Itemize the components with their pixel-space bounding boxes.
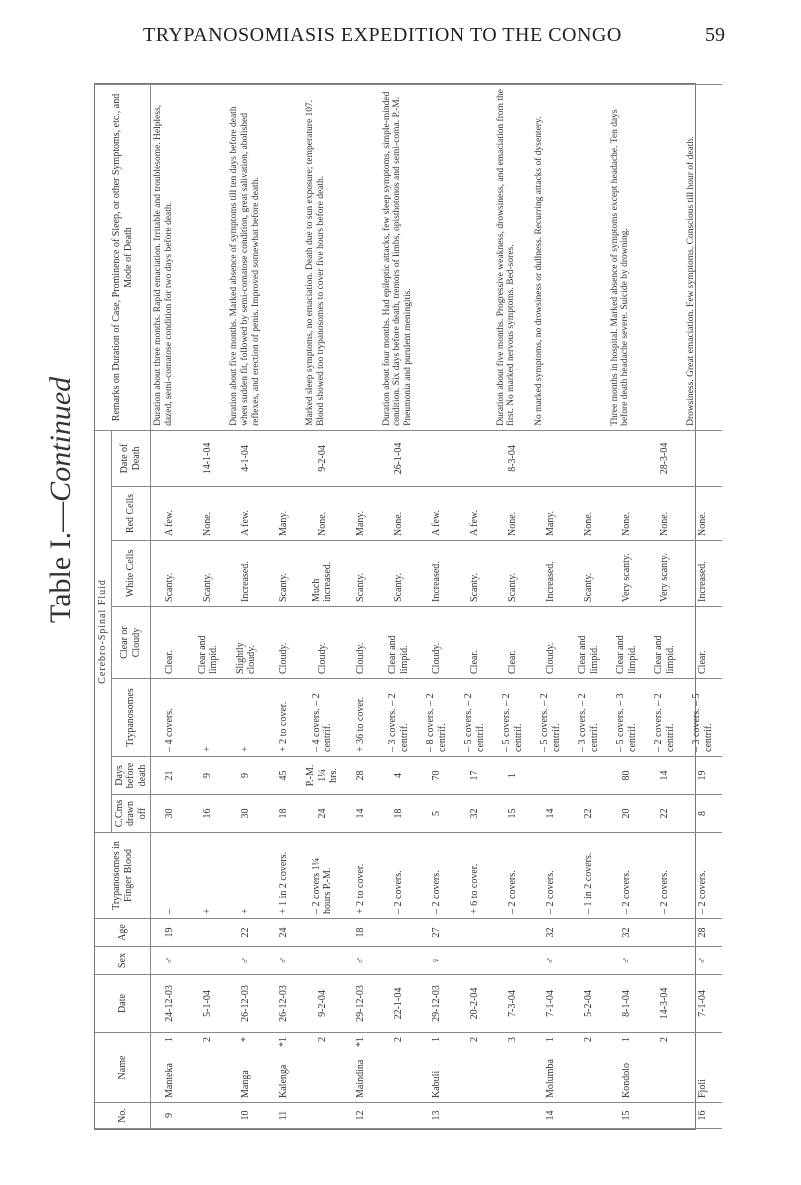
cell-age — [189, 919, 227, 947]
cell-ccms: 14 — [342, 795, 380, 833]
cell-name — [151, 1033, 190, 1103]
cell-date-of-death — [570, 430, 608, 486]
cell-days: 80 — [608, 757, 646, 795]
cell-no: 14 — [532, 1103, 570, 1129]
cell-date: 29-12-03 — [342, 975, 380, 1033]
cell-date: 22-1-04 — [380, 975, 418, 1033]
table-row — [151, 85, 190, 1129]
cell-red-cells: A few. — [456, 487, 494, 541]
cell-ccms: 30 — [151, 795, 190, 833]
cell-age: 22 — [227, 919, 265, 947]
cell-sex — [494, 947, 532, 975]
cell-sex: ♂ — [532, 947, 570, 975]
cell-no: 9 — [151, 1103, 190, 1129]
table-row — [456, 85, 494, 1129]
cell-white-cells: Scanty. — [570, 541, 608, 607]
sample-mark: 2 — [316, 1037, 328, 1042]
cell-days: 45 — [265, 757, 303, 795]
sample-mark: 2 — [468, 1037, 480, 1042]
cell-days — [570, 757, 608, 795]
cell-ccms: 8 — [684, 795, 722, 833]
cell-clear-cloudy: Clear. — [494, 607, 532, 679]
table-row — [570, 85, 608, 1129]
cell-trypanosomes: – 8 covers. – 2 centrif. — [418, 679, 456, 757]
cell-red-cells: None. — [380, 487, 418, 541]
col-finger-blood: Trypanosomes in Finger Blood — [95, 833, 151, 919]
table-row — [418, 85, 456, 1129]
cell-red-cells: None. — [494, 487, 532, 541]
cell-sex: ♂ — [227, 947, 265, 975]
cell-ccms: 15 — [494, 795, 532, 833]
cell-no: 10 — [227, 1103, 265, 1129]
cell-white-cells: Increased. — [227, 541, 265, 607]
cell-days: 19 — [684, 757, 722, 795]
cell-name — [456, 1033, 494, 1103]
cell-ccms: 32 — [456, 795, 494, 833]
cell-white-cells: Scanty. — [265, 541, 303, 607]
cell-trypanosomes: – 5 covers. – 2 centrif. — [532, 679, 570, 757]
cell-red-cells: A few. — [418, 487, 456, 541]
cell-finger-blood: + 6 to cover. — [456, 833, 494, 919]
cell-sex: ♂ — [342, 947, 380, 975]
cell-trypanosomes: – 3 covers. – 5 centrif. — [684, 679, 722, 757]
data-table-frame — [94, 83, 714, 1130]
cell-red-cells: None. — [570, 487, 608, 541]
cell-date-of-death — [456, 430, 494, 486]
cell-days — [532, 757, 570, 795]
cell-name — [570, 1033, 608, 1103]
table-row — [380, 85, 418, 1129]
cell-clear-cloudy: Clear and limpid. — [646, 607, 684, 679]
cell-remarks — [189, 85, 227, 431]
cell-white-cells: Scanty. — [380, 541, 418, 607]
sample-mark: 2 — [582, 1037, 594, 1042]
cell-trypanosomes: – 5 covers. – 2 centrif. — [456, 679, 494, 757]
cell-ccms: 24 — [303, 795, 342, 833]
cell-sex: ♂ — [265, 947, 303, 975]
cell-red-cells: Many. — [265, 487, 303, 541]
cell-trypanosomes: – 4 covers. — [151, 679, 190, 757]
cell-finger-blood: – 2 covers. — [380, 833, 418, 919]
cell-age: 32 — [532, 919, 570, 947]
page-number: 59 — [705, 24, 725, 46]
cell-days: P.-M. 1¼ hrs. — [303, 757, 342, 795]
cell-remarks — [456, 85, 494, 431]
table-row — [684, 85, 722, 1129]
cell-clear-cloudy: Clear. — [456, 607, 494, 679]
cell-red-cells: Many. — [342, 487, 380, 541]
cell-date-of-death — [265, 430, 303, 486]
cell-sex: ♂ — [684, 947, 722, 975]
cell-name — [646, 1033, 684, 1103]
cell-ccms: 30 — [227, 795, 265, 833]
cell-remarks: No marked symptoms, no drowsiness or dullness. Recurring attacks of dysentery. — [532, 85, 570, 431]
table-row — [265, 85, 303, 1129]
cell-sex — [303, 947, 342, 975]
patient-name: Manteka — [164, 1063, 176, 1098]
cell-clear-cloudy: Clear and limpid. — [570, 607, 608, 679]
cell-age: 18 — [342, 919, 380, 947]
cell-date-of-death — [418, 430, 456, 486]
cell-date-of-death: 14-1-04 — [189, 430, 227, 486]
cell-date-of-death — [532, 430, 570, 486]
cell-red-cells: Many. — [532, 487, 570, 541]
cell-date-of-death: 9-2-04 — [303, 430, 342, 486]
sample-mark: 1 — [544, 1037, 556, 1042]
cell-remarks: Duration about five months. Marked absence of symptoms till ten days before death when sudden fit, followed by semi-comatose condition, great salivation, abolished reflexes, and erection of penis. Improved somewhat before death. — [227, 85, 265, 431]
cell-age: 27 — [418, 919, 456, 947]
cell-trypanosomes: – 4 covers. – 2 centrif. — [303, 679, 342, 757]
cell-remarks: Drowsiness. Great emaciation. Few symptoms. Conscious till hour of death. — [684, 85, 722, 431]
sample-mark: 1 — [430, 1037, 442, 1042]
cell-no — [189, 1103, 227, 1129]
col-trypanosomes: Trypanosomes — [111, 679, 151, 757]
patient-name: Kabuli — [430, 1070, 442, 1098]
cell-date: 7-1-04 — [532, 975, 570, 1033]
cell-age — [380, 919, 418, 947]
patient-name: Kondolo — [620, 1063, 632, 1098]
cell-no — [303, 1103, 342, 1129]
cell-age — [646, 919, 684, 947]
cell-days: 1 — [494, 757, 532, 795]
cell-clear-cloudy: Clear. — [684, 607, 722, 679]
cell-date-of-death — [342, 430, 380, 486]
cell-trypanosomes: + 2 to cover. — [265, 679, 303, 757]
cell-remarks: Duration about five months. Progressive weakness, drowsiness, and emaciation from the first. No marked nervous symptoms. Bed-sores. — [494, 85, 532, 431]
cell-red-cells: None. — [646, 487, 684, 541]
cell-date-of-death — [151, 430, 190, 486]
cell-age: 19 — [151, 919, 190, 947]
table-row — [532, 85, 570, 1129]
cell-clear-cloudy: Clear and limpid. — [608, 607, 646, 679]
table-row — [494, 85, 532, 1129]
cell-date: 14-3-04 — [646, 975, 684, 1033]
cell-days: 9 — [227, 757, 265, 795]
cell-no: 16 — [684, 1103, 722, 1129]
cell-clear-cloudy: Cloudy. — [418, 607, 456, 679]
cell-name — [303, 1033, 342, 1103]
cell-name — [684, 1033, 722, 1103]
cell-finger-blood: – 2 covers. — [608, 833, 646, 919]
cell-finger-blood: – 2 covers. — [418, 833, 456, 919]
cell-trypanosomes: – 5 covers. – 2 centrif. — [494, 679, 532, 757]
cell-age — [570, 919, 608, 947]
col-ccms: C.Cms drawn off — [111, 795, 151, 833]
sample-mark: *1 — [278, 1037, 290, 1047]
cell-sex: ♂ — [608, 947, 646, 975]
cell-days: 28 — [342, 757, 380, 795]
cell-trypanosomes: – 3 covers. – 2 centrif. — [380, 679, 418, 757]
cell-date: 5-1-04 — [189, 975, 227, 1033]
cell-finger-blood: + — [227, 833, 265, 919]
cell-name — [494, 1033, 532, 1103]
cell-no — [380, 1103, 418, 1129]
table-row — [303, 85, 342, 1129]
cell-trypanosomes: + 36 to cover. — [342, 679, 380, 757]
cell-days: 17 — [456, 757, 494, 795]
cell-white-cells: Scanty. — [151, 541, 190, 607]
cell-date: 26-12-03 — [227, 975, 265, 1033]
cell-white-cells: Scanty. — [456, 541, 494, 607]
cell-white-cells: Increased. — [684, 541, 722, 607]
cell-no — [494, 1103, 532, 1129]
col-group-csf: Cerebro-Spinal Fluid — [95, 430, 111, 832]
cell-finger-blood: + 1 in 2 covers. — [265, 833, 303, 919]
cell-remarks — [265, 85, 303, 431]
cell-ccms: 5 — [418, 795, 456, 833]
cell-sex — [570, 947, 608, 975]
cell-name — [608, 1033, 646, 1103]
cell-name — [418, 1033, 456, 1103]
cell-finger-blood: – 2 covers. — [532, 833, 570, 919]
cell-no: 12 — [342, 1103, 380, 1129]
patient-name: Kalenga — [278, 1064, 290, 1098]
cell-remarks — [418, 85, 456, 431]
col-remarks: Remarks on Duration of Case, Prominence of Sleep, or other Symptoms, etc., and Mode of Death — [95, 85, 151, 431]
cell-age — [456, 919, 494, 947]
sample-mark: 1 — [620, 1037, 632, 1042]
cell-sex: ♀ — [418, 947, 456, 975]
table-row — [227, 85, 265, 1129]
cell-red-cells: A few. — [227, 487, 265, 541]
cell-name — [189, 1033, 227, 1103]
cell-sex: ♂ — [151, 947, 190, 975]
cell-age: 28 — [684, 919, 722, 947]
cell-sex — [646, 947, 684, 975]
cell-name — [380, 1033, 418, 1103]
cell-white-cells: Very scanty. — [646, 541, 684, 607]
cell-clear-cloudy: Clear. — [151, 607, 190, 679]
cell-no — [646, 1103, 684, 1129]
cell-no — [456, 1103, 494, 1129]
patient-name: Manga — [240, 1070, 252, 1098]
cell-remarks: Three months in hospital. Marked absence of symptoms except headache. Ten days before death headache severe. Suicide by drowning. — [608, 85, 646, 431]
cell-age: 24 — [265, 919, 303, 947]
cell-no: 13 — [418, 1103, 456, 1129]
cell-red-cells: None. — [684, 487, 722, 541]
cell-date: 8-1-04 — [608, 975, 646, 1033]
table-row — [189, 85, 227, 1129]
cell-clear-cloudy: Clear and limpid. — [380, 607, 418, 679]
cell-date: 9-2-04 — [303, 975, 342, 1033]
cell-no: 11 — [265, 1103, 303, 1129]
cell-clear-cloudy: Clear and limpid. — [189, 607, 227, 679]
sample-mark: 2 — [202, 1037, 214, 1042]
cell-days: 4 — [380, 757, 418, 795]
cell-remarks: Duration about three months. Rapid emaciation. Irritable and troublesome. Helpless, dazed, semi-comatose condition for two days before death. — [151, 85, 190, 431]
cell-finger-blood: – 2 covers. — [684, 833, 722, 919]
sample-mark: 2 — [658, 1037, 670, 1042]
cell-ccms: 22 — [646, 795, 684, 833]
patient-name: Fjoli — [696, 1079, 708, 1098]
cell-ccms: 14 — [532, 795, 570, 833]
cell-red-cells: None. — [608, 487, 646, 541]
cell-days: 21 — [151, 757, 190, 795]
col-age: Age — [95, 919, 151, 947]
col-clear-cloudy: Clear or Cloudy — [111, 607, 151, 679]
cell-sex — [189, 947, 227, 975]
sample-mark: *1 — [354, 1037, 366, 1047]
cell-clear-cloudy: Cloudy. — [532, 607, 570, 679]
cell-date-of-death: 4-1-04 — [227, 430, 265, 486]
cell-clear-cloudy: Cloudy. — [342, 607, 380, 679]
cell-white-cells: Increased. — [532, 541, 570, 607]
cell-white-cells: Increased. — [418, 541, 456, 607]
cell-trypanosomes: – 3 covers. – 2 centrif. — [570, 679, 608, 757]
cell-sex — [380, 947, 418, 975]
cell-finger-blood: – — [151, 833, 190, 919]
cell-trypanosomes: – 2 covers. – 2 centrif. — [646, 679, 684, 757]
col-sex: Sex — [95, 947, 151, 975]
table-row — [646, 85, 684, 1129]
col-no: No. — [95, 1103, 151, 1129]
sample-mark: 2 — [392, 1037, 404, 1042]
cell-trypanosomes: + — [227, 679, 265, 757]
cell-date: 29-12-03 — [418, 975, 456, 1033]
cell-date-of-death: 26-1-04 — [380, 430, 418, 486]
cell-date: 7-1-04 — [684, 975, 722, 1033]
cell-white-cells: Scanty. — [189, 541, 227, 607]
col-date: Date — [95, 975, 151, 1033]
cell-finger-blood: + — [189, 833, 227, 919]
cell-ccms: 20 — [608, 795, 646, 833]
cell-name — [342, 1033, 380, 1103]
cell-age: 32 — [608, 919, 646, 947]
cell-name — [265, 1033, 303, 1103]
cell-date: 20-2-04 — [456, 975, 494, 1033]
sample-mark: 1 — [164, 1037, 176, 1042]
cell-sex — [456, 947, 494, 975]
col-red-cells: Red Cells — [111, 487, 151, 541]
col-name: Name — [95, 1033, 151, 1103]
cell-remarks — [570, 85, 608, 431]
patient-name: Molumba — [544, 1059, 556, 1098]
cell-date-of-death: 8-3-04 — [494, 430, 532, 486]
cell-white-cells: Much increased. — [303, 541, 342, 607]
rotated-table — [95, 84, 714, 1129]
cell-remarks — [646, 85, 684, 431]
cases-table — [95, 84, 722, 1129]
cell-finger-blood: – 2 covers. — [646, 833, 684, 919]
col-white-cells: White Cells — [111, 541, 151, 607]
cell-red-cells: A few. — [151, 487, 190, 541]
cell-finger-blood: – 1 in 2 covers. — [570, 833, 608, 919]
cell-remarks — [342, 85, 380, 431]
cell-trypanosomes: + — [189, 679, 227, 757]
cell-age — [494, 919, 532, 947]
cell-ccms: 18 — [380, 795, 418, 833]
cell-date-of-death — [608, 430, 646, 486]
cell-clear-cloudy: Cloudy. — [303, 607, 342, 679]
cell-date: 24-12-03 — [151, 975, 190, 1033]
col-days: Days before death — [111, 757, 151, 795]
table-title: Table I.—Continued — [44, 376, 77, 623]
cell-ccms: 18 — [265, 795, 303, 833]
cell-ccms: 22 — [570, 795, 608, 833]
sample-mark: 3 — [506, 1037, 518, 1042]
cell-days: 9 — [189, 757, 227, 795]
sample-mark: * — [240, 1037, 252, 1042]
cell-red-cells: None. — [303, 487, 342, 541]
table-title-main: Table I. — [44, 531, 77, 623]
cell-finger-blood: – 2 covers. — [494, 833, 532, 919]
cell-finger-blood: + 2 to cover. — [342, 833, 380, 919]
cell-clear-cloudy: Slightly cloudy. — [227, 607, 265, 679]
header-row-1 — [95, 85, 111, 1129]
cell-days: 14 — [646, 757, 684, 795]
page-header — [0, 24, 801, 64]
cell-finger-blood: – 2 covers 1¼ hours P.-M. — [303, 833, 342, 919]
cell-date: 7-3-04 — [494, 975, 532, 1033]
cell-no — [570, 1103, 608, 1129]
table-body — [151, 85, 722, 1129]
cell-age — [303, 919, 342, 947]
cell-white-cells: Scanty. — [342, 541, 380, 607]
cell-name — [532, 1033, 570, 1103]
cell-clear-cloudy: Cloudy. — [265, 607, 303, 679]
cell-red-cells: None. — [189, 487, 227, 541]
col-date-of-death: Date of Death — [111, 430, 151, 486]
patient-name: Maindina — [354, 1059, 366, 1098]
table-row — [608, 85, 646, 1129]
cell-no: 15 — [608, 1103, 646, 1129]
cell-date-of-death — [684, 430, 722, 486]
cell-trypanosomes: – 5 covers. – 3 centrif. — [608, 679, 646, 757]
table-title-continued: Continued — [44, 376, 77, 502]
cell-remarks: Duration about four months. Had epileptic attacks, few sleep symptoms, simple-minded condition. Six days before death, tremors of limbs, opisthotonos and semi-coma. P.-M. Pneumonia and purulent meningitis. — [380, 85, 418, 431]
cell-date-of-death: 28-3-04 — [646, 430, 684, 486]
cell-date: 26-12-03 — [265, 975, 303, 1033]
cell-remarks: Marked sleep symptoms, no emaciation. Death due to sun exposure; temperature 107. Blood showed too trypanosomes to cover five hours before death. — [303, 85, 342, 431]
cell-name — [227, 1033, 265, 1103]
cell-white-cells: Scanty. — [494, 541, 532, 607]
running-title: TRYPANOSOMIASIS EXPEDITION TO THE CONGO — [143, 24, 622, 46]
cell-days: 70 — [418, 757, 456, 795]
cell-white-cells: Very scanty. — [608, 541, 646, 607]
cell-date: 5-2-04 — [570, 975, 608, 1033]
cell-ccms: 16 — [189, 795, 227, 833]
table-row — [342, 85, 380, 1129]
